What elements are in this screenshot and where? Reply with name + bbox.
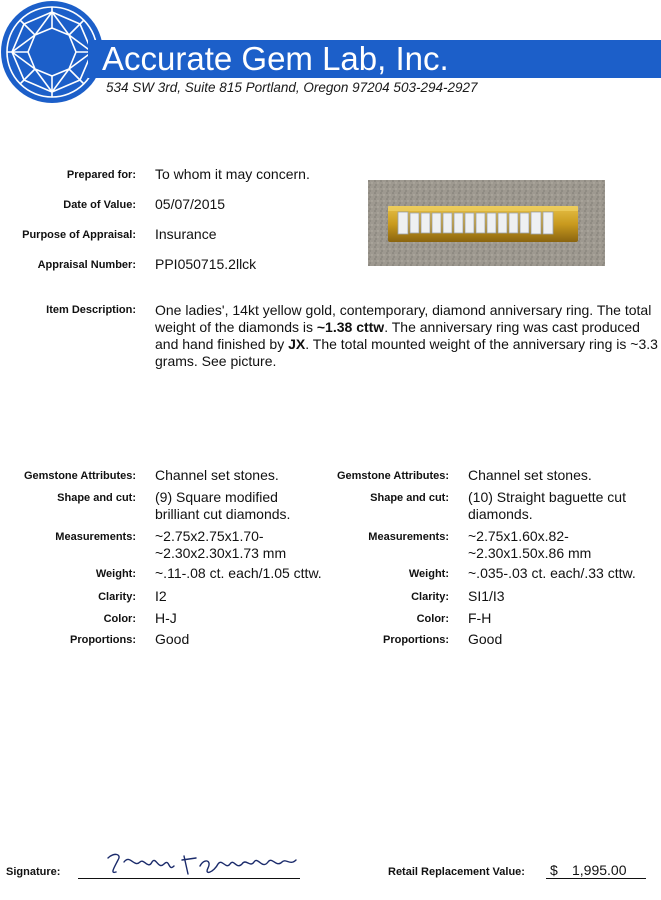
retail-value-label: Retail Replacement Value: xyxy=(388,866,525,878)
item-text-2: . The anniversary ring was cast produced and hand finished by xyxy=(155,319,640,352)
item-description xyxy=(155,302,659,370)
item-text-3: . The total mounted weight of the anniversary ring is ~3.3 grams. See picture. xyxy=(155,336,658,369)
company-name: Accurate Gem Lab, Inc. xyxy=(102,40,449,77)
appraisal-number-label: Appraisal Number: xyxy=(37,259,136,271)
right-measurements-label: Measurements: xyxy=(368,531,449,543)
ring-photo xyxy=(368,180,605,266)
left-clarity-label: Clarity: xyxy=(98,591,136,603)
purpose-value: Insurance xyxy=(155,226,217,242)
right-clarity: SI1/I3 xyxy=(468,588,505,604)
left-shape-line2: brilliant cut diamonds. xyxy=(155,506,291,522)
right-proportions: Good xyxy=(468,631,503,647)
handwritten-signature xyxy=(104,848,300,882)
prepared-for-value: To whom it may concern. xyxy=(155,166,310,182)
maker-initials: JX xyxy=(288,336,306,352)
left-weight: ~.11-.08 ct. each/1.05 cttw. xyxy=(155,565,322,581)
right-shape-label: Shape and cut: xyxy=(370,492,449,504)
left-shape-label: Shape and cut: xyxy=(57,492,136,504)
left-weight-label: Weight: xyxy=(95,568,136,580)
left-measurements-line2: ~2.30x2.30x1.73 mm xyxy=(155,545,287,561)
item-text-1: One ladies', 14kt yellow gold, contemporary, diamond anniversary ring. The total weight of the diamonds is xyxy=(155,302,652,335)
left-gem-attributes: Channel set stones. xyxy=(155,467,279,483)
item-description-label: Item Description: xyxy=(46,304,136,316)
left-shape-line1: (9) Square modified xyxy=(155,489,278,505)
left-gem-attributes-label: Gemstone Attributes: xyxy=(23,470,136,482)
right-gem-attributes: Channel set stones. xyxy=(468,467,592,483)
appraisal-number: PPI050715.2llck xyxy=(155,256,257,272)
right-shape-line2: diamonds. xyxy=(468,506,533,522)
right-measurements-line1: ~2.75x1.60x.82- xyxy=(468,528,569,544)
left-proportions-label: Proportions: xyxy=(70,634,136,646)
left-color-label: Color: xyxy=(103,613,136,625)
signature-label: Signature: xyxy=(6,866,61,878)
right-weight-label: Weight: xyxy=(408,568,449,580)
left-proportions: Good xyxy=(155,631,190,647)
left-measurements-line1: ~2.75x2.75x1.70- xyxy=(155,528,264,544)
company-address: 534 SW 3rd, Suite 815 Portland, Oregon 97204 503-294-2927 xyxy=(106,80,478,95)
retail-currency: $ xyxy=(550,862,558,878)
right-proportions-label: Proportions: xyxy=(383,634,449,646)
prepared-for-label: Prepared for: xyxy=(66,169,136,181)
right-color: F-H xyxy=(468,610,492,626)
right-measurements-line2: ~2.30x1.50x.86 mm xyxy=(468,545,592,561)
right-clarity-label: Clarity: xyxy=(411,591,449,603)
right-color-label: Color: xyxy=(416,613,449,625)
date-of-value: 05/07/2015 xyxy=(155,196,226,212)
diamond-total-weight: ~1.38 cttw xyxy=(316,319,385,335)
retail-value-line xyxy=(546,878,646,879)
left-color: H-J xyxy=(155,610,177,626)
right-weight: ~.035-.03 ct. each/.33 cttw. xyxy=(468,565,636,581)
left-clarity: I2 xyxy=(155,588,167,604)
date-of-value-label: Date of Value: xyxy=(63,199,136,211)
left-measurements-label: Measurements: xyxy=(55,531,136,543)
right-shape-line1: (10) Straight baguette cut xyxy=(468,489,626,505)
retail-value: 1,995.00 xyxy=(572,862,627,878)
right-gem-attributes-label: Gemstone Attributes: xyxy=(336,470,449,482)
purpose-label: Purpose of Appraisal: xyxy=(22,229,136,241)
